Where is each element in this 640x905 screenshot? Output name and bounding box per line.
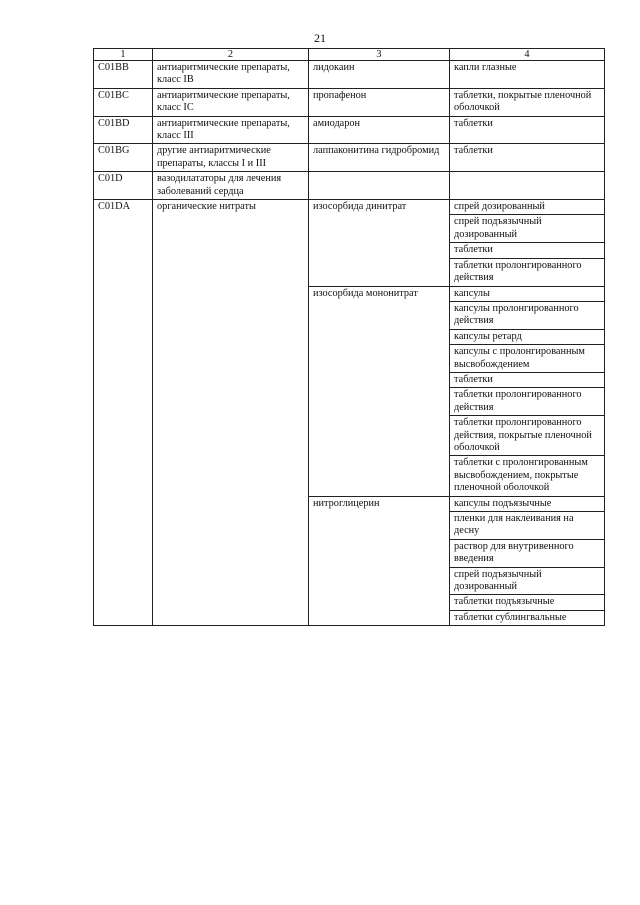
dosage-form-cell: капсулы ретард bbox=[450, 329, 605, 344]
atc-code-cell: C01BB bbox=[94, 61, 153, 89]
table-row bbox=[94, 144, 605, 172]
group-name-cell: антиаритмические препараты, класс IC bbox=[153, 88, 309, 116]
dosage-form-cell: таблетки bbox=[450, 243, 605, 258]
dosage-form-cell: раствор для внутривенного введения bbox=[450, 539, 605, 567]
table-header-row bbox=[94, 49, 605, 61]
group-name-cell: антиаритмические препараты, класс IB bbox=[153, 61, 309, 89]
dosage-form-cell: спрей подъязычный дозированный bbox=[450, 567, 605, 595]
dosage-form-cell: капсулы с пролонгированным высвобождением bbox=[450, 345, 605, 373]
substance-cell: пропафенон bbox=[309, 88, 450, 116]
substance-cell: лаппаконитина гидробромид bbox=[309, 144, 450, 172]
group-name-cell: вазодилататоры для лечения заболеваний сердца bbox=[153, 172, 309, 200]
dosage-form-cell: таблетки пролонгированного действия, покрытые пленочной оболочкой bbox=[450, 416, 605, 456]
dosage-form-cell: таблетки сублингвальные bbox=[450, 610, 605, 625]
atc-code-cell: C01BG bbox=[94, 144, 153, 172]
dosage-form-cell: капли глазные bbox=[450, 61, 605, 89]
substance-cell: изосорбида мононитрат bbox=[309, 286, 450, 496]
column-number: 3 bbox=[309, 49, 450, 61]
dosage-form-cell: спрей подъязычный дозированный bbox=[450, 215, 605, 243]
group-name-cell: органические нитраты bbox=[153, 200, 309, 626]
substance-cell: изосорбида динитрат bbox=[309, 200, 450, 286]
table-row bbox=[94, 200, 605, 215]
dosage-form-cell: капсулы bbox=[450, 286, 605, 301]
dosage-form-cell: капсулы подъязычные bbox=[450, 496, 605, 511]
substance-cell: амиодарон bbox=[309, 116, 450, 144]
dosage-form-cell: пленки для наклеивания на десну bbox=[450, 512, 605, 540]
atc-code-cell: C01DA bbox=[94, 200, 153, 626]
dosage-form-cell: таблетки bbox=[450, 144, 605, 172]
dosage-form-cell: таблетки пролонгированного действия bbox=[450, 388, 605, 416]
dosage-form-cell: таблетки bbox=[450, 116, 605, 144]
table-row bbox=[94, 88, 605, 116]
dosage-form-cell bbox=[450, 172, 605, 200]
atc-code-cell: C01BD bbox=[94, 116, 153, 144]
drug-table bbox=[93, 48, 605, 626]
group-name-cell: другие антиаритмические препараты, классы I и III bbox=[153, 144, 309, 172]
substance-cell: лидокаин bbox=[309, 61, 450, 89]
page-number: 21 bbox=[314, 31, 326, 45]
dosage-form-cell: таблетки подъязычные bbox=[450, 595, 605, 610]
dosage-form-cell: таблетки с пролонгированным высвобождением, покрытые пленочной оболочкой bbox=[450, 456, 605, 496]
dosage-form-cell: таблетки, покрытые пленочной оболочкой bbox=[450, 88, 605, 116]
dosage-form-cell: таблетки пролонгированного действия bbox=[450, 258, 605, 286]
column-number: 4 bbox=[450, 49, 605, 61]
column-number: 1 bbox=[94, 49, 153, 61]
atc-code-cell: C01D bbox=[94, 172, 153, 200]
table-row bbox=[94, 172, 605, 200]
table-row bbox=[94, 61, 605, 89]
table-row bbox=[94, 116, 605, 144]
dosage-form-cell: спрей дозированный bbox=[450, 200, 605, 215]
dosage-form-cell: таблетки bbox=[450, 372, 605, 387]
group-name-cell: антиаритмические препараты, класс III bbox=[153, 116, 309, 144]
substance-cell: нитроглицерин bbox=[309, 496, 450, 626]
substance-cell bbox=[309, 172, 450, 200]
atc-code-cell: C01BC bbox=[94, 88, 153, 116]
dosage-form-cell: капсулы пролонгированного действия bbox=[450, 301, 605, 329]
column-number: 2 bbox=[153, 49, 309, 61]
